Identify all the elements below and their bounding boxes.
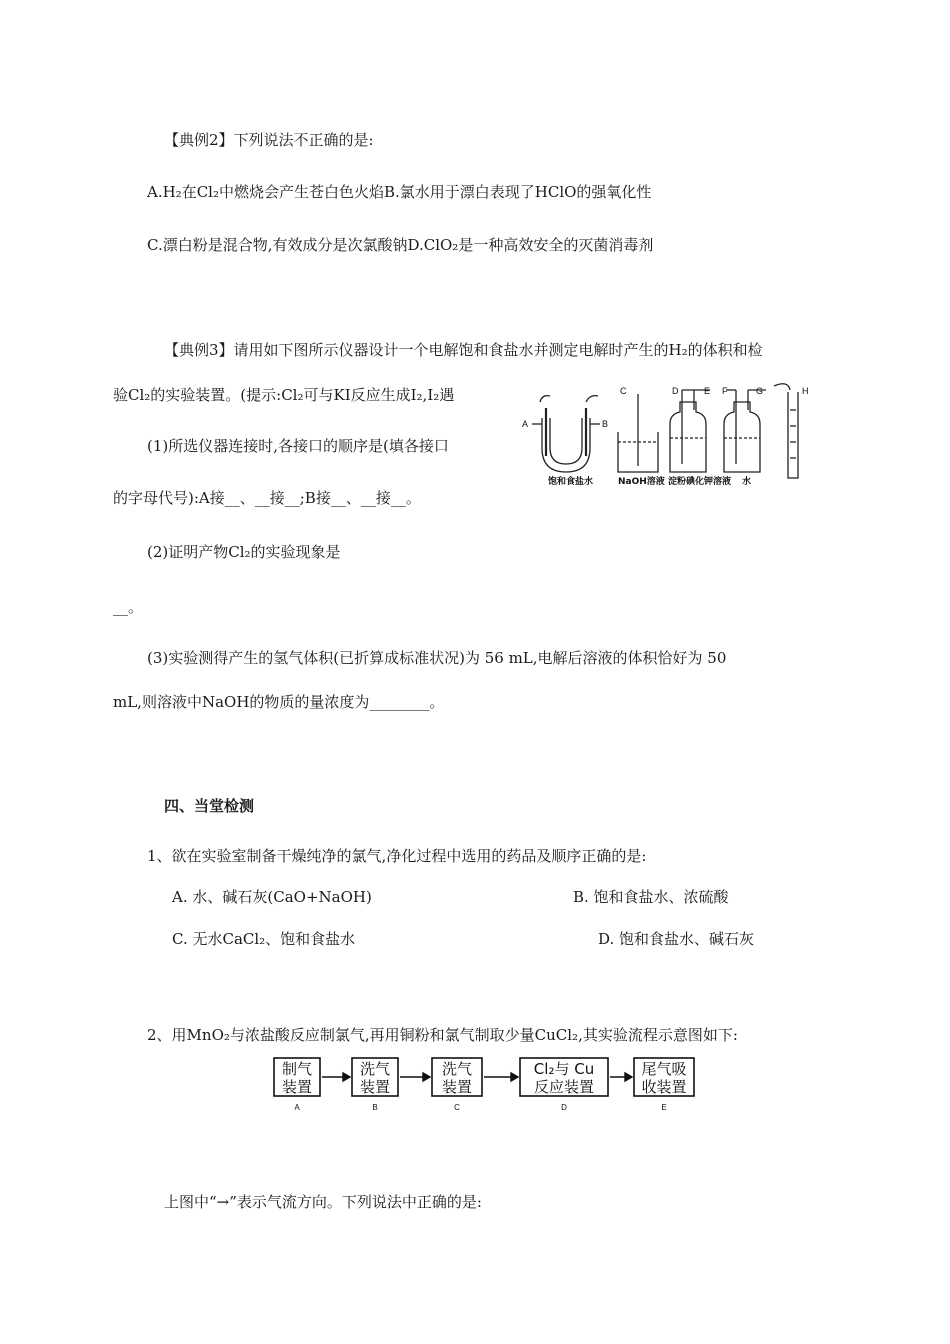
- apparatus-figure: [520, 380, 812, 488]
- flow-diagram: [270, 1052, 700, 1114]
- apparatus-label-b: B: [602, 419, 609, 429]
- flow-box-a-line1: 制气: [281, 1060, 313, 1078]
- example3-question2: (2)证明产物Cl₂的实验现象是: [147, 543, 341, 561]
- flow-letter-d: D: [561, 1103, 567, 1112]
- apparatus-caption-naoh: NaOH溶液: [618, 477, 665, 487]
- flow-box-e-line1: 尾气吸: [641, 1060, 687, 1078]
- flow-box-b-line1: 洗气: [359, 1060, 391, 1078]
- example2-title: 【典例2】下列说法不正确的是:: [164, 131, 374, 149]
- flow-box-c-line2: 装置: [441, 1078, 473, 1096]
- example3-question3-line2: mL,则溶液中NaOH的物质的量浓度为________。: [113, 693, 445, 711]
- example3-question3-line1: (3)实验测得产生的氢气体积(已折算成标准状况)为 56 mL,电解后溶液的体积恰好为 50: [147, 649, 727, 667]
- apparatus-caption-ki-starch: 淀粉碘化钾溶液: [668, 477, 732, 487]
- flow-letter-e: E: [661, 1103, 667, 1112]
- apparatus-label-a: A: [522, 419, 529, 429]
- question2-stem: 2、用MnO₂与浓盐酸反应制氯气,再用铜粉和氯气制取少量CuCl₂,其实验流程示意图如下:: [147, 1026, 738, 1044]
- example3-question1-line2: 的字母代号):A接__、__接__;B接__、__接__。: [113, 489, 421, 507]
- flow-box-b-line2: 装置: [359, 1078, 391, 1096]
- flow-letter-c: C: [454, 1103, 460, 1112]
- apparatus-label-d: D: [672, 386, 679, 396]
- apparatus-label-c: C: [620, 386, 627, 396]
- example3-question1-line1: (1)所选仪器连接时,各接口的顺序是(填各接口: [147, 437, 449, 455]
- flow-box-c-line1: 洗气: [441, 1060, 473, 1078]
- example2-options-cd: C.漂白粉是混合物,有效成分是次氯酸钠D.ClO₂是一种高效安全的灭菌消毒剂: [147, 236, 654, 254]
- section4-heading: 四、当堂检测: [164, 797, 255, 815]
- apparatus-caption-brine: 饱和食盐水: [548, 477, 594, 487]
- example3-question2-blank: __。: [113, 598, 144, 616]
- flow-box-d-line2: 反应装置: [533, 1078, 595, 1096]
- flow-box-a-line2: 装置: [281, 1078, 313, 1096]
- flow-box-e-line2: 收装置: [641, 1078, 687, 1096]
- flow-box-d-line1: Cl₂与 Cu: [533, 1060, 595, 1078]
- apparatus-label-e: E: [704, 386, 711, 396]
- apparatus-label-h: H: [802, 386, 809, 396]
- example2-options-ab: A.H₂在Cl₂中燃烧会产生苍白色火焰B.氯水用于漂白表现了HClO的强氧化性: [147, 183, 652, 201]
- question1-option-a: A. 水、碱石灰(CaO+NaOH): [172, 888, 372, 906]
- example3-intro-line2: 验Cl₂的实验装置。(提示:Cl₂可与KI反应生成I₂,I₂遇: [113, 386, 455, 404]
- question1-stem: 1、欲在实验室制备干燥纯净的氯气,净化过程中选用的药品及顺序正确的是:: [147, 847, 647, 865]
- question1-option-c: C. 无水CaCl₂、饱和食盐水: [172, 930, 356, 948]
- example3-intro-line1: 【典例3】请用如下图所示仪器设计一个电解饱和食盐水并测定电解时产生的H₂的体积和检: [164, 341, 763, 359]
- flow-letter-a: A: [294, 1103, 300, 1112]
- question1-option-d: D. 饱和食盐水、碱石灰: [598, 930, 755, 948]
- apparatus-drawing: [520, 380, 812, 488]
- question1-option-b: B. 饱和食盐水、浓硫酸: [573, 888, 729, 906]
- apparatus-label-f: F: [722, 386, 728, 396]
- apparatus-label-g: G: [756, 386, 764, 396]
- flow-letter-b: B: [372, 1103, 378, 1112]
- apparatus-caption-water: 水: [742, 477, 752, 487]
- question2-note: 上图中“→”表示气流方向。下列说法中正确的是:: [164, 1193, 482, 1211]
